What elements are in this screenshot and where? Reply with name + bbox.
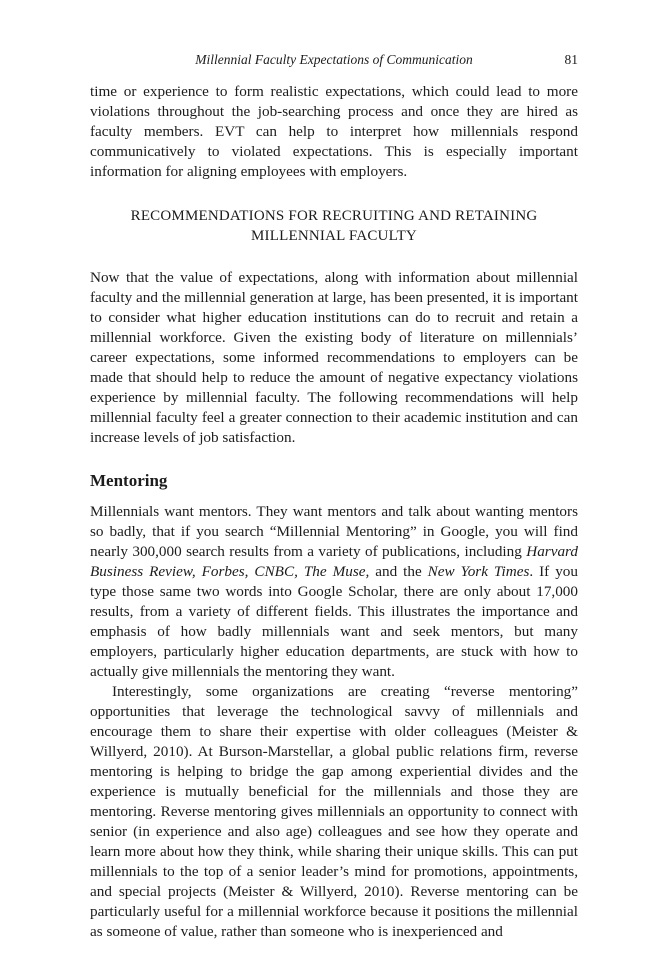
page-header <box>90 52 578 72</box>
paragraph-recommendations-intro: Now that the value of expectations, along with information about millennial faculty and the millennial generation at large, has been presented, it is important to consider what higher education institutions can do to recruit and retain a millennial workforce. Given the existing body of literature on millennials’ career expectations, some informed recommendations to employers can be made that should help to reduce the amount of negative expectancy violations experience by millennial faculty. The following recommendations will help millennial faculty feel a greater connection to their academic institution and can increase levels of job satisfaction. <box>90 269 578 446</box>
page-number: 81 <box>564 52 578 67</box>
page-body <box>90 82 578 942</box>
mentoring-text-3: . If you type those same two words into Google Scholar, there are only about 17,000 results, from a variety of different fields. This illustrates the importance and emphasis of how badly millennials want and seek mentors, but many employers, particularly higher education departments, are stuck with how to actually give millennials the mentoring they want. <box>90 563 578 680</box>
section-title <box>90 206 578 246</box>
mentoring-text-1: Millennials want mentors. They want mentors and talk about wanting mentors so badly, that if you search “Millennial Mentoring” in Google, you will find nearly 300,000 search results from a variety of publications, including <box>90 503 578 560</box>
paragraph-mentoring <box>90 502 578 682</box>
paragraph-reverse-mentoring: Interestingly, some organizations are creating “reverse mentoring” opportunities that leverage the technological savvy of millennials and encourage them to share their expertise with older colleagues (Meister & Willyerd, 2010). At Burson-Marstellar, a global public relations firm, reverse mentoring is helping to bridge the gap among experiential divides and the experience is mutually beneficial for the millennials and those they are mentoring. Reverse mentoring gives millennials an opportunity to connect with senior (in experience and also age) colleagues and see how they operate and learn more about how they think, while sharing their unique skills. This can put millennials to the top of a senior leader’s mind for promotions, appointments, and special projects (Meister & Willyerd, 2010). Reverse mentoring can be particularly useful for a millennial workforce because it positions the millennial as someone of value, rather than someone who is inexperienced and <box>90 683 578 940</box>
paragraph-continued: time or experience to form realistic expectations, which could lead to more violations throughout the job-searching process and once they are hired as faculty members. EVT can help to interpret how millennials respond communicatively to violated expectations. This is especially important information for aligning employees with employers. <box>90 83 578 180</box>
publication-list-italic: Harvard Business Review, Forbes, CNBC, The Muse, <box>90 543 578 580</box>
running-head: Millennial Faculty Expectations of Communication <box>195 52 473 67</box>
section-title-line-2: MILLENNIAL FACULTY <box>251 228 417 244</box>
subsection-title-mentoring: Mentoring <box>90 471 168 490</box>
mentoring-text-2: and the <box>369 563 428 580</box>
publication-nyt-italic: New York Times <box>427 563 530 580</box>
section-title-line-1: RECOMMENDATIONS FOR RECRUITING AND RETAINING <box>130 208 538 224</box>
